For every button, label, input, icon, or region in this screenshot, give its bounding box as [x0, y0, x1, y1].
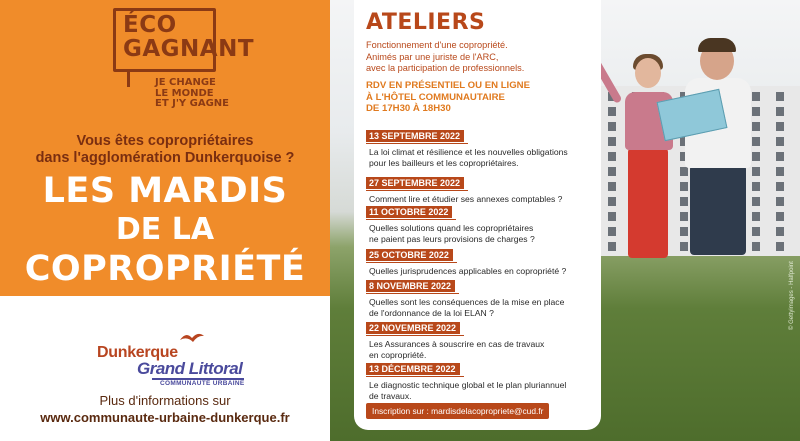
org-name-line1: Dunkerque	[97, 344, 178, 361]
speech-bubble-tail	[127, 69, 130, 87]
building-window	[608, 107, 616, 116]
tagline-line: ET J'Y GAGNE	[155, 98, 229, 109]
session-date: 13 SEPTEMBRE 2022	[366, 130, 464, 142]
main-title-line1: LES MARDIS	[42, 171, 288, 211]
description-line: Fonctionnement d'une copropriété.	[366, 40, 508, 50]
session-item	[366, 318, 598, 361]
building-window	[608, 182, 616, 191]
building-window	[776, 197, 784, 206]
building-window	[776, 242, 784, 251]
audience-line: dans l'agglomération Dunkerquoise ?	[35, 150, 295, 166]
topic-line: Le diagnostic technique global et le plan pluriannuel	[369, 380, 567, 390]
building-window	[776, 182, 784, 191]
building-window	[752, 212, 760, 221]
building-window	[752, 107, 760, 116]
man-figure-hair	[698, 38, 736, 52]
seagull-icon	[179, 330, 205, 346]
tagline-line: JE CHANGE	[155, 77, 216, 88]
eco-logo-tagline	[155, 78, 229, 110]
session-date: 11 OCTOBRE 2022	[366, 206, 452, 218]
building-window	[608, 197, 616, 206]
main-title	[0, 170, 330, 290]
building-window	[776, 167, 784, 176]
building-window	[680, 212, 688, 221]
session-topic	[366, 297, 598, 319]
workshops-title: ATELIERS	[366, 10, 486, 35]
building-window	[752, 152, 760, 161]
rdv-line: DE 17H30 À 18H30	[366, 103, 451, 114]
building-window	[752, 227, 760, 236]
building-window	[776, 122, 784, 131]
topic-line: en copropriété.	[369, 350, 427, 360]
building-window	[608, 122, 616, 131]
building-window	[608, 167, 616, 176]
session-date: 22 NOVEMBRE 2022	[366, 322, 460, 334]
eco-logo-line2: GAGNANT	[123, 36, 255, 62]
session-item	[366, 202, 598, 245]
building-window	[680, 167, 688, 176]
man-figure-legs	[690, 165, 746, 255]
inscription-email[interactable]: Inscription sur : mardisdelacopropriete@cud.fr	[366, 403, 549, 419]
session-topic	[366, 147, 598, 169]
building-window	[752, 197, 760, 206]
topic-line: Les Assurances à souscrire en cas de travaux	[369, 339, 545, 349]
session-date: 25 OCTOBRE 2022	[366, 249, 453, 261]
session-item	[366, 173, 598, 205]
topic-line: Quelles sont les conséquences de la mise en place	[369, 297, 565, 307]
building-window	[608, 152, 616, 161]
session-item	[366, 276, 598, 319]
building-window	[680, 182, 688, 191]
building-window	[680, 242, 688, 251]
building-window	[776, 92, 784, 101]
workshops-description	[366, 40, 596, 75]
building-window	[752, 242, 760, 251]
woman-figure-head	[635, 58, 661, 88]
building-window	[752, 92, 760, 101]
more-info-label: Plus d'informations sur	[99, 393, 231, 408]
building-window	[776, 107, 784, 116]
building-window	[608, 137, 616, 146]
main-title-line3: COPROPRIÉTÉ	[24, 249, 306, 289]
session-topic	[366, 339, 598, 361]
workshops-card	[354, 0, 601, 430]
topic-line: Quelles solutions quand les copropriétaires	[369, 223, 534, 233]
tagline-line: LE MONDE	[155, 87, 214, 99]
session-topic	[366, 223, 598, 245]
org-subtitle: COMMUNAUTÉ URBAINE	[160, 380, 245, 387]
description-line: Animés par une juriste de l'ARC,	[366, 51, 499, 62]
rdv-line: À L'HÔTEL COMMUNAUTAIRE	[366, 91, 505, 103]
topic-line: ne paient pas leurs provisions de charges ?	[369, 234, 535, 244]
session-item	[366, 359, 598, 402]
building-window	[608, 242, 616, 251]
eco-logo-line1: ÉCO	[123, 12, 177, 38]
building-window	[680, 227, 688, 236]
rdv-info	[366, 80, 596, 115]
audience-question	[0, 133, 330, 167]
building-window	[680, 197, 688, 206]
topic-line: Quelles jurisprudences applicables en copropriété ?	[369, 266, 567, 276]
building-window	[776, 137, 784, 146]
building-window	[752, 137, 760, 146]
org-name-line2: Grand Littoral	[137, 359, 243, 378]
building-window	[752, 122, 760, 131]
topic-line: Comment lire et étudier ses annexes comptables ?	[369, 194, 563, 204]
building-window	[776, 152, 784, 161]
dunkerque-logo	[97, 330, 247, 385]
building-window	[752, 182, 760, 191]
session-date: 27 SEPTEMBRE 2022	[366, 177, 464, 189]
description-line: avec la participation de professionnels.	[366, 63, 525, 73]
session-date: 8 NOVEMBRE 2022	[366, 280, 455, 292]
audience-line: Vous êtes copropriétaires	[76, 133, 254, 149]
session-item	[366, 126, 598, 169]
topic-line: de l'ordonnance de la loi ELAN ?	[369, 308, 494, 318]
building-window	[608, 227, 616, 236]
topic-line: pour les bailleurs et les copropriétaires.	[369, 158, 519, 168]
session-date: 13 DÉCEMBRE 2022	[366, 363, 460, 375]
eco-gagnant-logo	[113, 8, 255, 109]
photo-credit: © Gettyimages - Halfpoint	[789, 261, 795, 330]
building-window	[776, 227, 784, 236]
session-topic	[366, 380, 598, 402]
topic-line: La loi climat et résilience et les nouvelles obligations	[369, 147, 568, 157]
woman-figure-legs	[628, 148, 668, 258]
building-window	[608, 212, 616, 221]
session-item	[366, 245, 598, 277]
main-title-line2: DE LA	[115, 212, 215, 247]
building-window	[752, 167, 760, 176]
topic-line: de travaux.	[369, 391, 412, 401]
building-window	[776, 212, 784, 221]
rdv-line: RDV EN PRÉSENTIEL OU EN LIGNE	[366, 80, 531, 91]
website-link[interactable]: www.communaute-urbaine-dunkerque.fr	[40, 410, 290, 425]
